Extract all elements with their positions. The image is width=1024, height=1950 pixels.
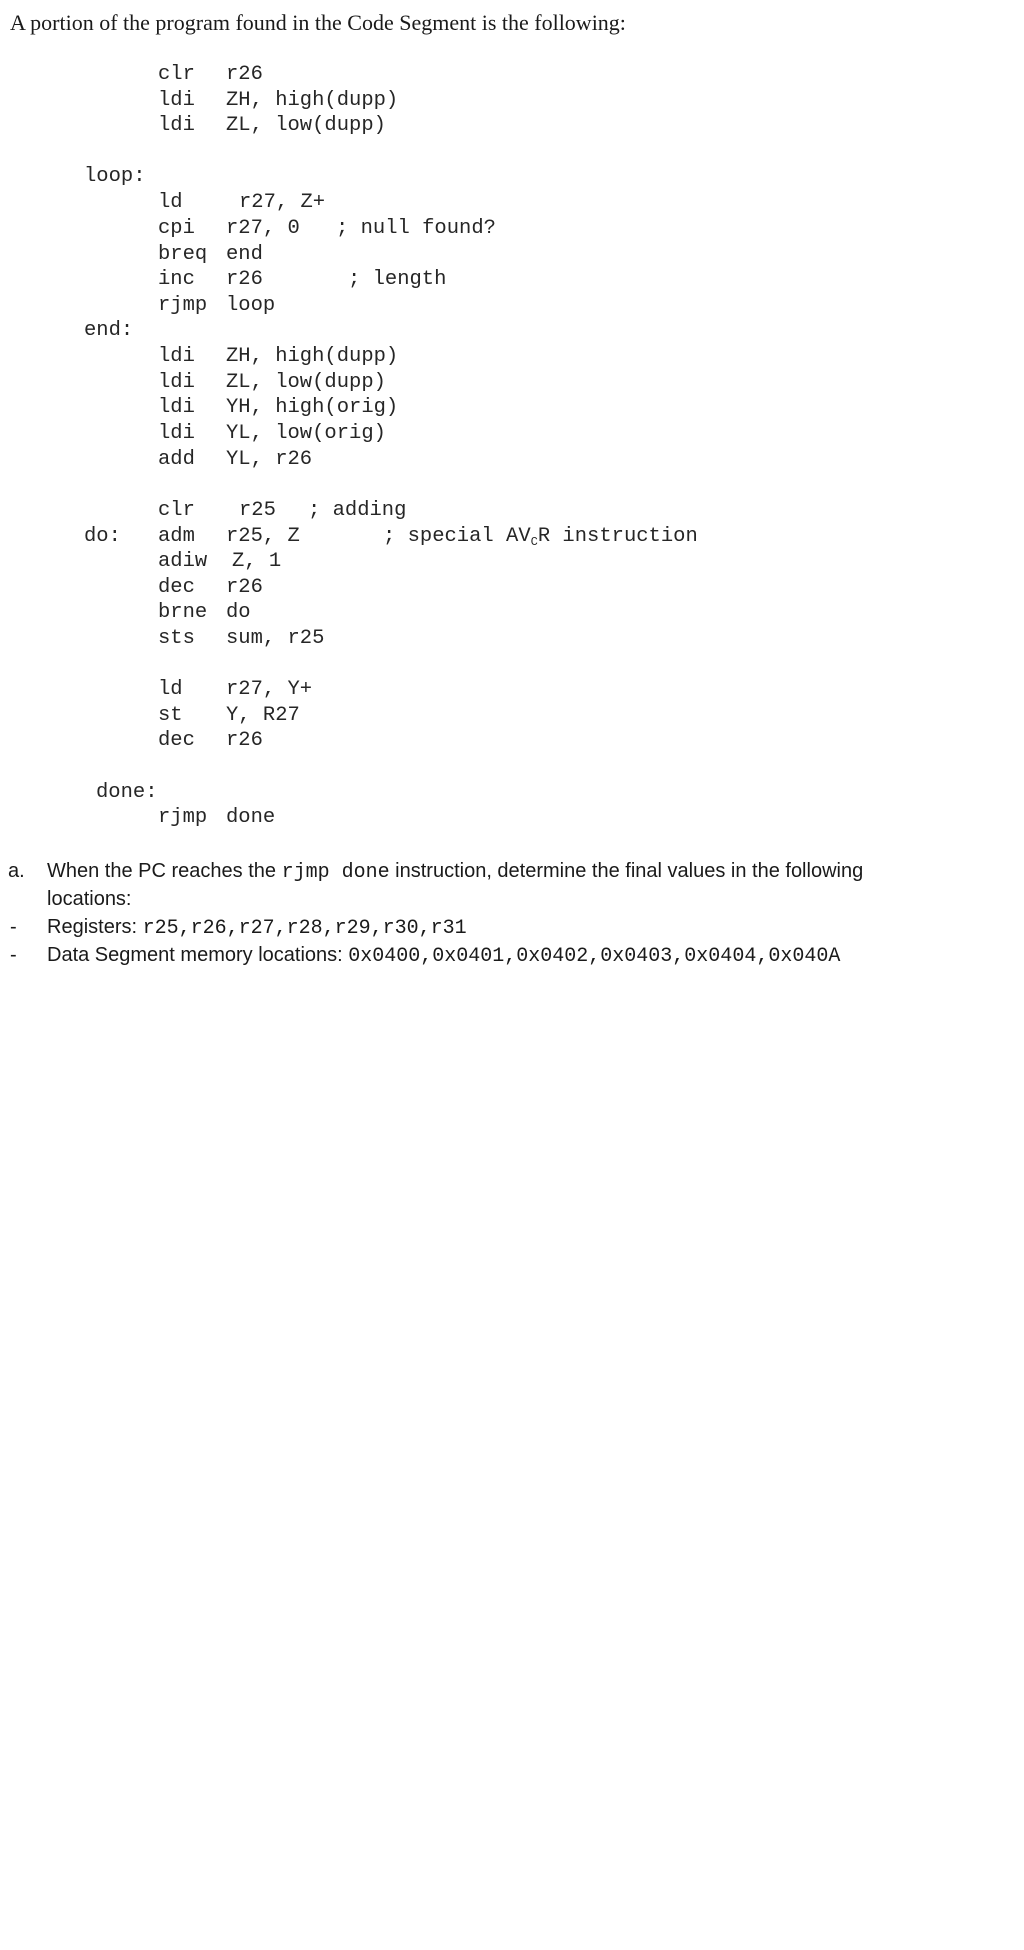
- code-comment: ; adding: [308, 499, 407, 522]
- code-mnemonic: add: [158, 448, 195, 471]
- question-text-part: instruction, determine the final values in the following: [389, 860, 864, 882]
- code-operands: r26: [226, 63, 263, 86]
- bullet-values: r25,r26,r27,r28,r29,r30,r31: [142, 917, 467, 940]
- code-mnemonic: rjmp: [158, 294, 208, 317]
- code-operands: r27, 0: [226, 217, 300, 240]
- code-comment: [383, 524, 698, 552]
- code-mnemonic: adm: [158, 525, 195, 548]
- code-mnemonic: st: [158, 704, 183, 727]
- code-mnemonic: rjmp: [158, 806, 208, 829]
- code-mnemonic: ldi: [158, 114, 195, 137]
- code-comment: ; null found?: [336, 217, 496, 240]
- code-mnemonic: ld: [158, 678, 183, 701]
- code-operands: r25, Z: [226, 525, 300, 548]
- code-operands: loop: [226, 294, 276, 317]
- code-mnemonic: ld: [158, 191, 183, 214]
- bullet-memory-locations: [47, 941, 840, 971]
- code-mnemonic: ldi: [158, 89, 195, 112]
- comment-text: ; special AV: [383, 525, 531, 548]
- code-mnemonic: inc: [158, 268, 195, 291]
- code-mnemonic: ldi: [158, 396, 195, 419]
- code-label-done: done:: [96, 781, 158, 804]
- code-mnemonic: clr: [158, 63, 195, 86]
- code-operands: do: [226, 601, 251, 624]
- bullet-values: 0x0400,0x0401,0x0402,0x0403,0x0404,0x040A: [348, 945, 841, 968]
- code-operands: r27, Y+: [226, 678, 313, 701]
- code-comment: ; length: [348, 268, 447, 291]
- code-operands: sum, r25: [226, 627, 325, 650]
- comment-text: R instruction: [537, 525, 698, 548]
- code-mnemonic: breq: [158, 243, 208, 266]
- code-operands: YL, low(orig): [226, 422, 386, 445]
- intro-text: A portion of the program found in the Code Segment is the following:: [10, 10, 626, 35]
- code-mnemonic: sts: [158, 627, 195, 650]
- code-operands: r26: [226, 268, 263, 291]
- code-operands: r25: [239, 499, 276, 522]
- code-mnemonic: ldi: [158, 345, 195, 368]
- code-mnemonic: ldi: [158, 422, 195, 445]
- code-operands: end: [226, 243, 263, 266]
- code-mnemonic: dec: [158, 729, 195, 752]
- bullet-registers: [47, 913, 467, 943]
- bullet-label: Registers:: [47, 916, 143, 938]
- code-operands: r27, Z+: [239, 191, 326, 214]
- code-label-do: do:: [84, 525, 121, 548]
- code-mnemonic: ldi: [158, 371, 195, 394]
- code-operands: Z, 1: [232, 550, 282, 573]
- code-mnemonic: cpi: [158, 217, 195, 240]
- code-label-loop: loop:: [84, 165, 146, 188]
- question-text: [47, 857, 863, 887]
- code-operands: YH, high(orig): [226, 396, 399, 419]
- code-mnemonic: adiw: [158, 550, 208, 573]
- code-operands: r26: [226, 729, 263, 752]
- code-operands: ZL, low(dupp): [226, 371, 386, 394]
- code-operands: done: [226, 806, 276, 829]
- code-operands: ZL, low(dupp): [226, 114, 386, 137]
- code-mnemonic: clr: [158, 499, 195, 522]
- question-text-line2: locations:: [47, 888, 132, 910]
- code-operands: ZH, high(dupp): [226, 89, 399, 112]
- comment-subscript: C: [530, 535, 538, 549]
- code-operands: YL, r26: [226, 448, 313, 471]
- question-text-part: When the PC reaches the: [47, 860, 282, 882]
- code-mnemonic: dec: [158, 576, 195, 599]
- code-operands: Y, R27: [226, 704, 300, 727]
- bullet-marker: -: [10, 944, 17, 966]
- code-mnemonic: brne: [158, 601, 208, 624]
- bullet-marker: -: [10, 916, 17, 938]
- code-label-end: end:: [84, 319, 134, 342]
- bullet-label: Data Segment memory locations:: [47, 944, 349, 966]
- inline-code: rjmp done: [281, 861, 390, 884]
- code-operands: r26: [226, 576, 263, 599]
- code-operands: ZH, high(dupp): [226, 345, 399, 368]
- question-marker: a.: [8, 860, 25, 882]
